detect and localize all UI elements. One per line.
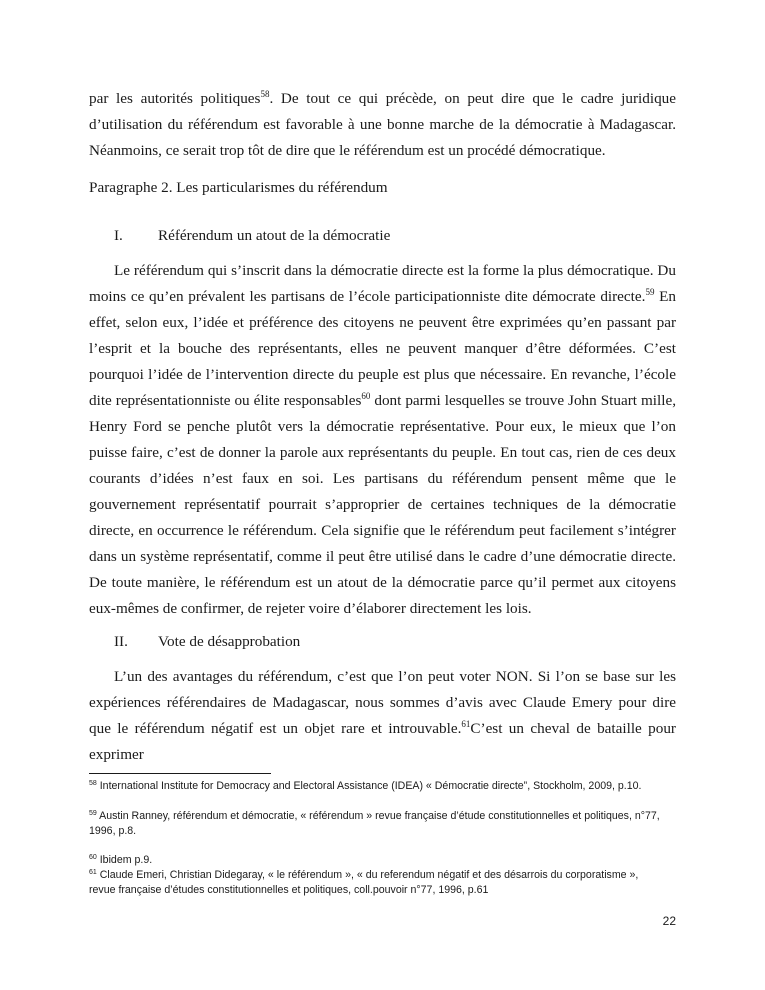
body-paragraph-2 <box>89 258 676 622</box>
footnote-58-text: International Institute for Democracy and Electoral Assistance (IDEA) « Démocratie directe”, Stockholm, 2009, p.10. <box>96 780 642 792</box>
paragraph-1-text-b: . De tout ce qui précède, on peut dire que le cadre juridique d’utilisation du référendum est favorable à une bonne marche de la démocratie à Madagascar. Néanmoins, ce serait trop tôt de dire que le référendum est un procédé démocratique. <box>89 90 677 159</box>
section-1-text-c: dont parmi lesquelles se trouve John Stuart mille, Henry Ford se penche plutôt vers la démocratie représentative. Pour eux, le mieux que l’on puisse faire, c’est de donner la parole aux représentants du peuple. En tout cas, rien de ces deux courants d’idées n’est faux en soi. Les partisans du référendum pensent même que le gouvernement représentatif pourrait s’approprier de certaines techniques de la démocratie directe, en occurrence le référendum. Cela signifie que le référendum peut facilement s’intégrer dans un système représentatif, comme il peut être utilisé dans le cadre d’une démocratie directe. De toute manière, le référendum est un atout de la démocratie parce qu’il permet aux citoyens eux-mêmes de confirmer, de rejeter voire d’élaborer directement les lois. <box>89 392 676 617</box>
footnote-61-number: 61 <box>89 869 97 876</box>
section-1-text-b: En effet, selon eux, l’idée et préférence des citoyens ne peuvent être exprimées qu’en passant par l’esprit et la bouche des représentants, elles ne peuvent manquer d’être déformées. C’est pourquoi l’idée de l’intervention directe du peuple est plus que nécessaire. En revanche, l’école dite représentationniste ou élite responsables <box>89 288 677 409</box>
section-heading-2 <box>114 629 300 655</box>
footnote-59-number: 59 <box>89 810 97 817</box>
section-2-text-b: C’est un cheval de bataille pour exprimer <box>89 720 676 763</box>
section-2-text-a: L’un des avantages du référendum, c’est que l’on peut voter NON. Si l’on se base sur les expériences référendaires de Madagascar, nous sommes d’avis avec Claude Emery pour dire que le référendum négatif est un objet rare et introuvable. <box>89 668 676 737</box>
section-heading-1 <box>114 223 390 249</box>
footnote-ref-60: 60 <box>361 391 371 401</box>
section-1-text-a: Le référendum qui s’inscrit dans la démocratie directe est la forme la plus démocratique. Du moins ce qu’en prévalent les partisans de l’école participationniste dite démocrate directe. <box>89 262 676 305</box>
footnote-ref-58: 58 <box>260 89 270 99</box>
footnote-61-text: Claude Emeri, Christian Didegaray, « le référendum », « du referendum négatif et des désarrois du corporatisme », revue française d’études constitutionnelles et politiques, coll.pouvoir n°77, 1996, p.61 <box>89 869 639 896</box>
footnote-ref-61: 61 <box>461 719 471 729</box>
footnote-59-text: Austin Ranney, référendum et démocratie, « référendum » revue française d’étude constitutionnelles et politiques, n°77, 1996, p.8. <box>89 810 660 837</box>
footnote-60-text: Ibidem p.9. <box>96 854 153 866</box>
section-2-number: II. <box>114 633 128 650</box>
section-1-title: Référendum un atout de la démocratie <box>158 227 391 244</box>
section-2-title: Vote de désapprobation <box>158 633 301 650</box>
footnote-ref-59: 59 <box>645 287 655 297</box>
footnote-58 <box>89 779 664 794</box>
section-1-number: I. <box>114 227 123 244</box>
body-paragraph-1 <box>89 86 676 164</box>
footnote-59 <box>89 809 664 839</box>
body-paragraph-3 <box>89 664 676 768</box>
footnote-58-number: 58 <box>89 780 97 787</box>
footnote-61 <box>89 868 664 898</box>
footnote-separator <box>89 773 271 774</box>
paragraph-heading: Paragraphe 2. Les particularismes du référendum <box>89 179 388 196</box>
page-number: 22 <box>662 914 676 928</box>
footnote-60-number: 60 <box>89 854 97 861</box>
paragraph-1-text-a: par les autorités politiques <box>89 90 261 107</box>
footnote-60 <box>89 853 664 868</box>
